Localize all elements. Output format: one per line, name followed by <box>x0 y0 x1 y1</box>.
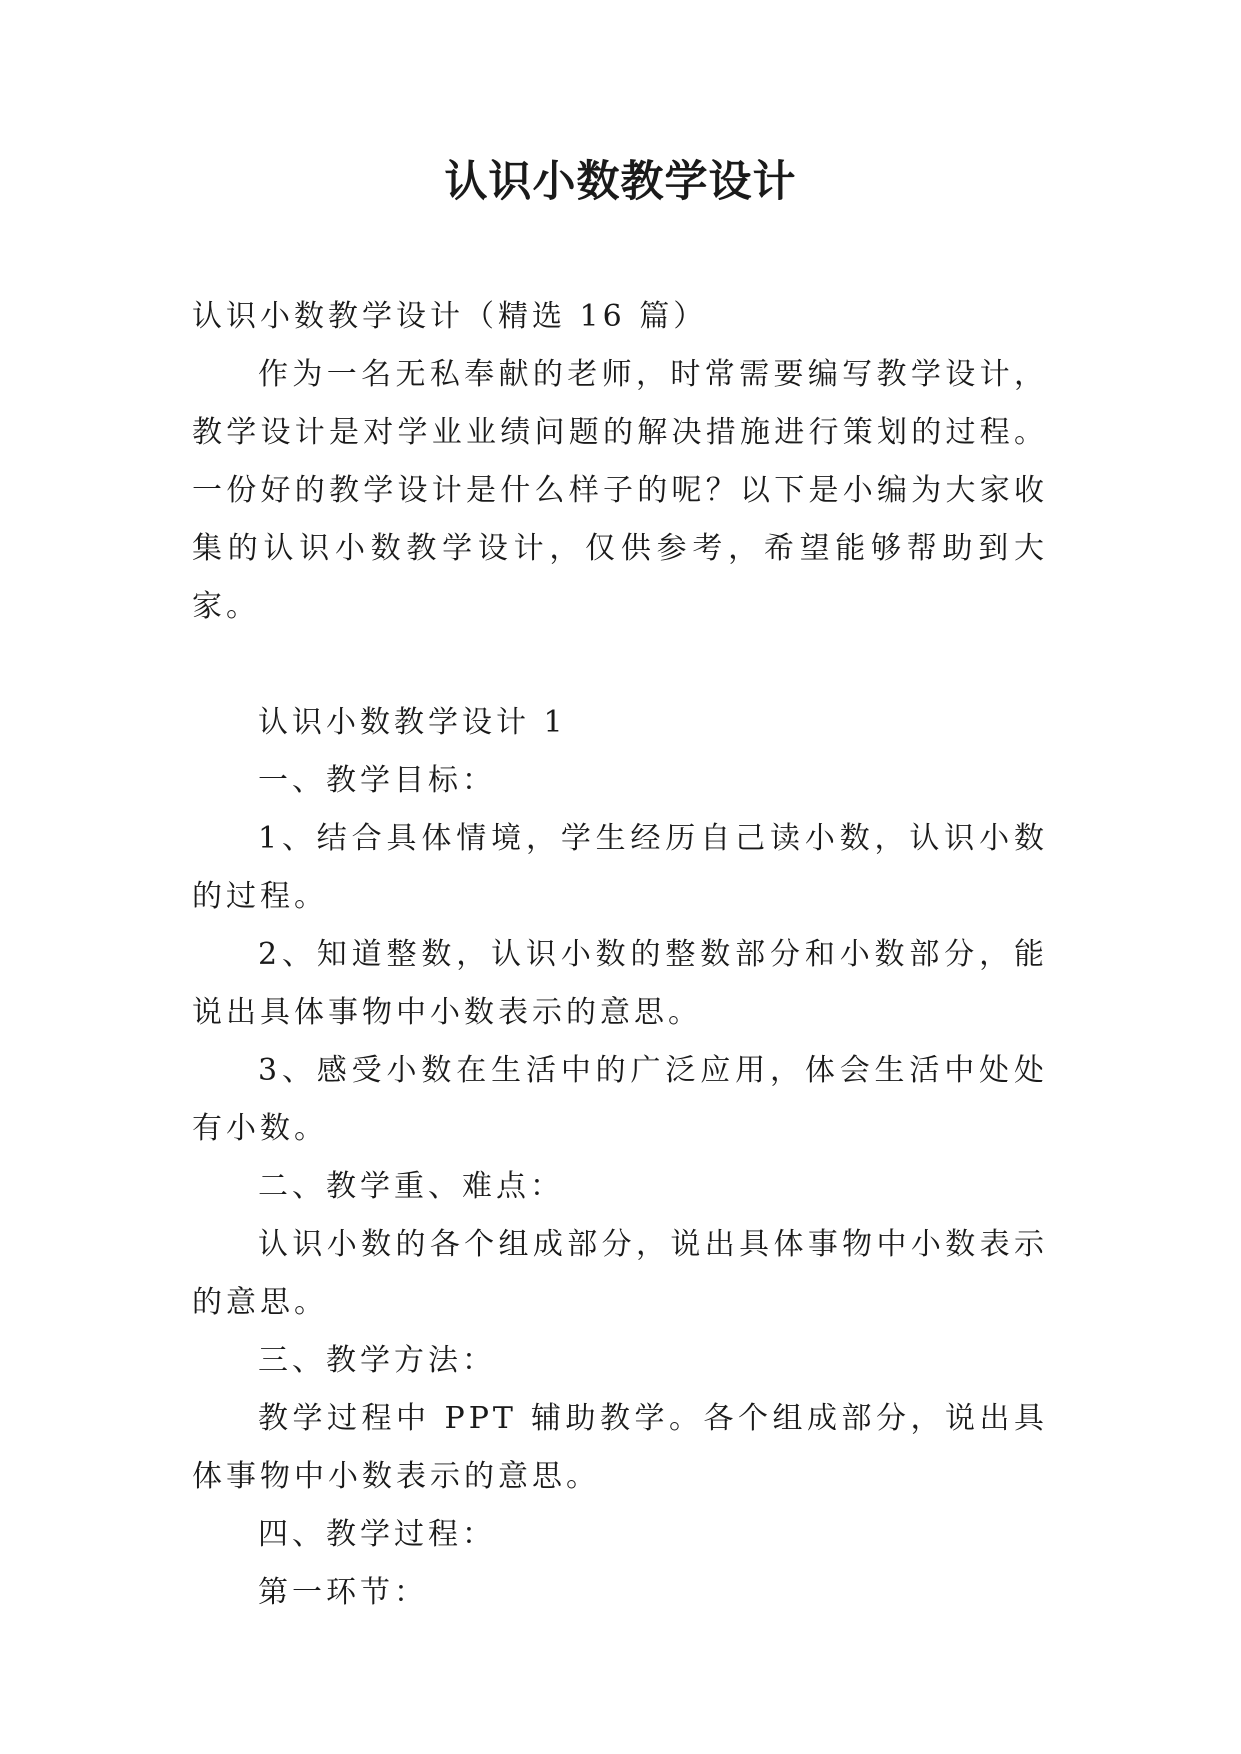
goal-item-1: 1、结合具体情境，学生经历自己读小数，认识小数的过程。 <box>192 821 1048 914</box>
document-subtitle: 认识小数教学设计（精选 16 篇） <box>192 299 708 334</box>
goal-item-3: 3、感受小数在生活中的广泛应用，体会生活中处处有小数。 <box>192 1053 1048 1146</box>
goals-heading: 一、教学目标： <box>258 763 496 798</box>
difficulty-paragraph: 认识小数的各个组成部分，说出具体事物中小数表示的意思。 <box>192 1227 1048 1320</box>
method-paragraph: 教学过程中 PPT 辅助教学。各个组成部分，说出具体事物中小数表示的意思。 <box>192 1401 1048 1494</box>
method-heading: 三、教学方法： <box>258 1343 496 1378</box>
section-heading: 认识小数教学设计 1 <box>258 705 567 740</box>
intro-paragraph: 作为一名无私奉献的老师，时常需要编写教学设计，教学设计是对学业业绩问题的解决措施进行策划的过程。一份好的教学设计是什么样子的呢？以下是小编为大家收集的认识小数教学设计，仅供参考，希望能够帮助到大家。 <box>192 357 1048 624</box>
process-heading: 四、教学过程： <box>258 1517 496 1552</box>
document-body <box>192 288 1048 1622</box>
goal-item-2: 2、知道整数，认识小数的整数部分和小数部分，能说出具体事物中小数表示的意思。 <box>192 937 1048 1030</box>
step-1-heading: 第一环节： <box>258 1575 428 1610</box>
paragraph-spacer <box>192 636 1048 694</box>
document-title: 认识小数教学设计 <box>444 157 797 207</box>
difficulty-heading: 二、教学重、难点： <box>258 1169 564 1204</box>
